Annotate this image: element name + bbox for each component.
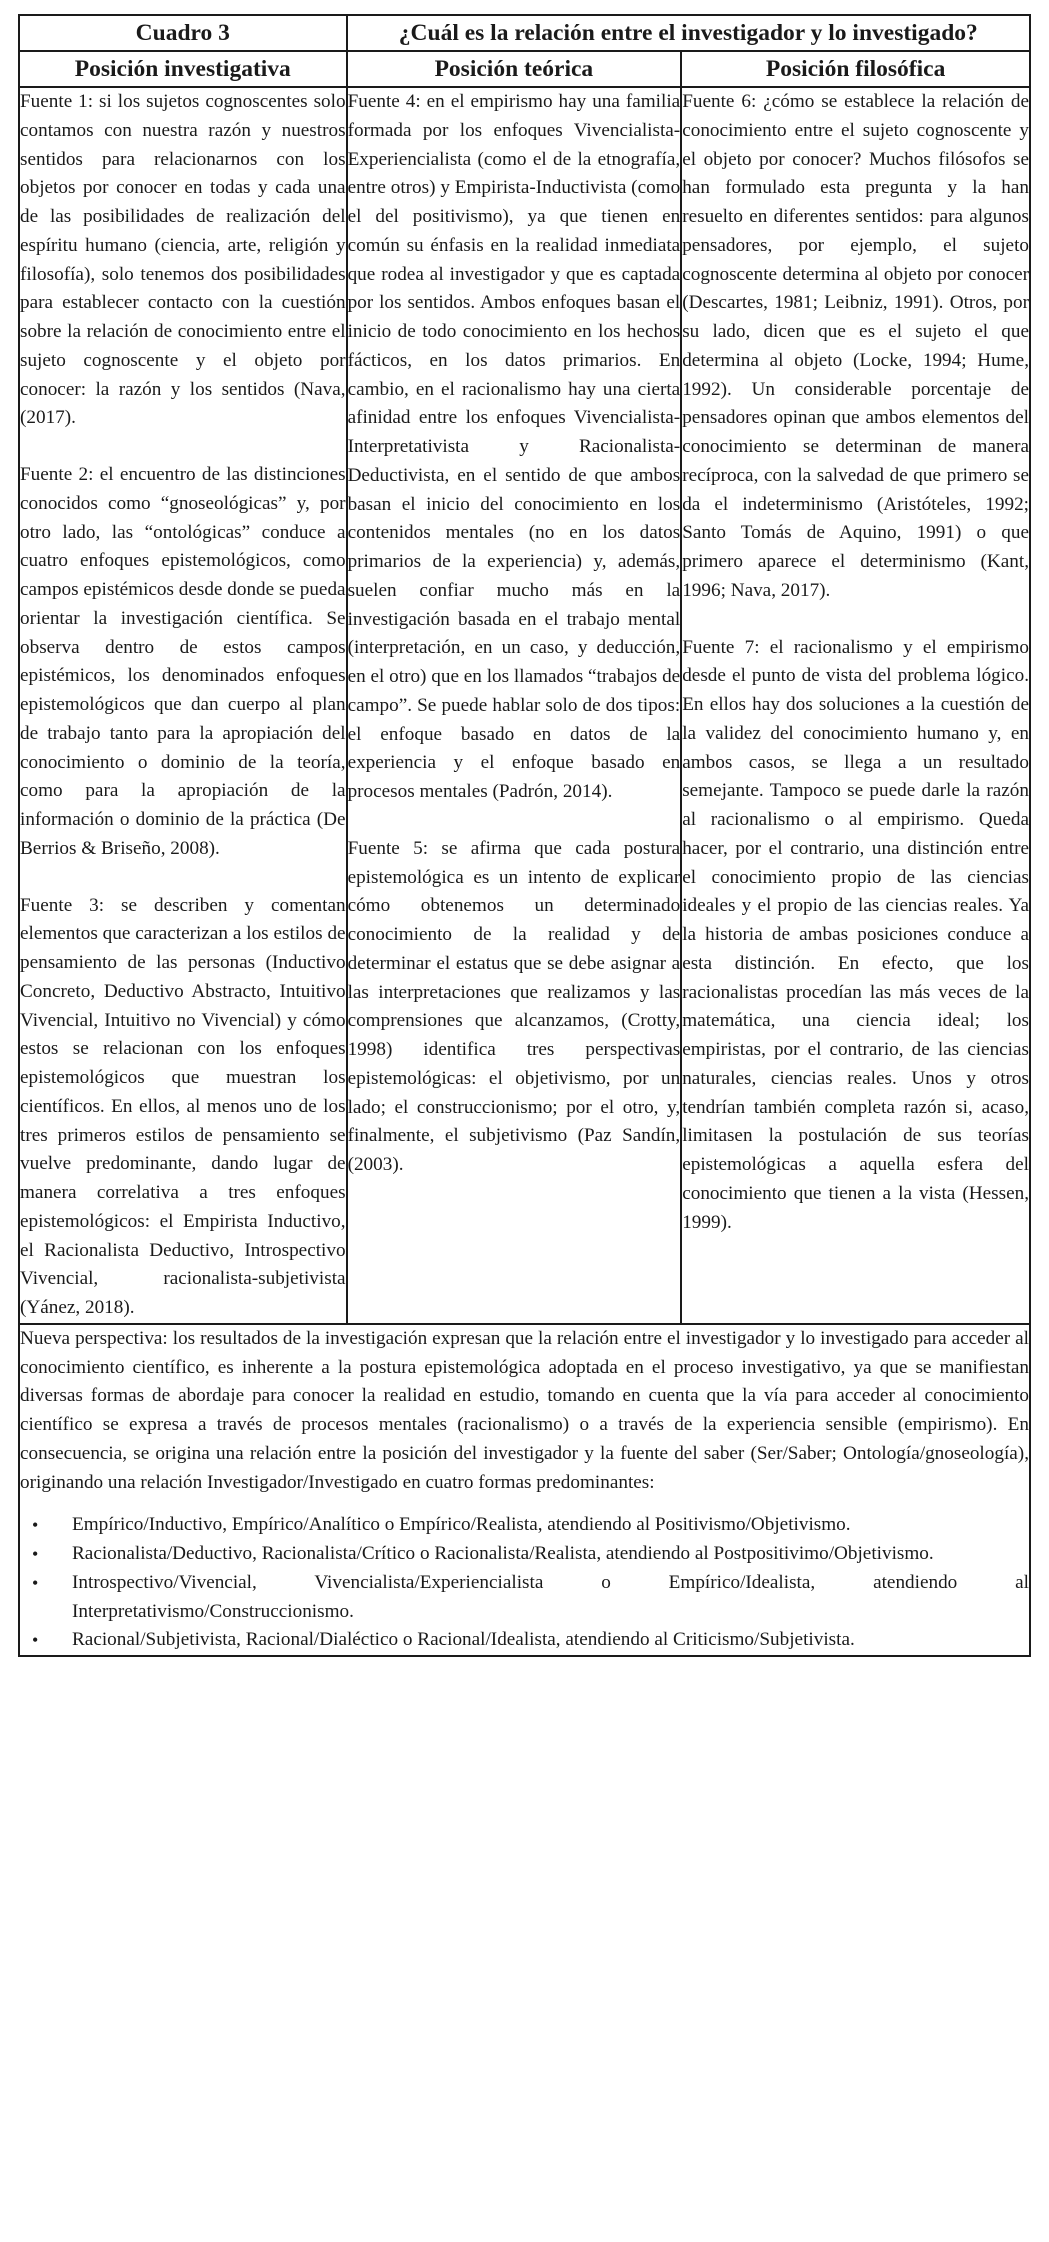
list-item [32,1569,1029,1627]
column-header-row [19,51,1030,87]
list-item [32,1511,1029,1540]
title-row [19,15,1030,51]
column-header-teorica: Posición teórica [347,51,682,87]
fuente-3: Fuente 3: se describen y comentan elementos que caracterizan a los estilos de pensamiento de las personas (Inductivo Concreto, Deductivo Abstracto, Intuitivo Vivencial, Intuitivo no Vivencial) y cómo estos se relacionan con los enfoques epistemológicos que muestran los científicos. En ellos, al menos uno de los tres primeros estilos de pensamiento se vuelve predominante, dando lugar de manera correlativa a tres enfoques epistemológicos: el Empirista Inductivo, el Racionalista Deductivo, Introspectivo Vivencial, racionalista-subjetivista (Yánez, 2018). [20,894,346,1318]
sources-row [19,87,1030,1324]
column-teorica [347,87,682,1324]
fuente-1: Fuente 1: si los sujetos cognoscentes solo contamos con nuestra razón y nuestros sentidos para relacionarnos con los objetos por conocer en todas y cada una de las posibilidades de realización del espíritu humano (ciencia, arte, religión y filosofía), solo tenemos dos posibilidades para establecer contacto con la cuestión sobre la relación de conocimiento entre el sujeto cognoscente y el objeto por conocer: la razón y los sentidos (Nava, (2017). [20,91,346,429]
list-item [32,1540,1029,1569]
list-item-text: Introspectivo/Vivencial, Vivencialista/Experiencialista o Empírico/Idealista, atendiendo al Interpretativismo/Construccionismo. [72,1571,1029,1622]
fuente-4: Fuente 4: en el empirismo hay una familia formada por los enfoques Vivencialista-Experiencialista (como el de la etnografía, entre otros) y Empirista-Inductivista (como el del positivismo), ya que tienen en común su énfasis en la realidad inmediata que rodea al investigador y que es captada por los sentidos. Ambos enfoques basan el inicio de todo conocimiento en los hechos fácticos, en los datos primarios. En cambio, en el racionalismo hay una cierta afinidad entre los enfoques Vivencialista-Interpretativista y Racionalista-Deductivista, en el sentido de que ambos basan el inicio del conocimiento en los contenidos mentales (no en los datos primarios de la experiencia) y, además, suelen confiar mucho más en la investigación basada en el trabajo mental (interpretación, en un caso, y deducción, en el otro) que en los llamados “trabajos de campo”. Se puede hablar solo de dos tipos: el enfoque basado en datos de la experiencia y el enfoque basado en procesos mentales (Padrón, 2014). [347,91,681,802]
list-item-text: Empírico/Inductivo, Empírico/Analítico o Empírico/Realista, atendiendo al Positivismo/Objetivismo. [72,1514,851,1536]
bullet-icon: • [32,1544,39,1564]
fuente-7: Fuente 7: el racionalismo y el empirismo desde el punto de vista del problema lógico. En ellos hay dos soluciones a la cuestión de la validez del conocimiento humano y, en ambos casos, se llega a un resultado semejante. Tampoco se puede darle la razón al racionalismo o al empirismo. Queda hacer, por el contrario, una distinción entre el conocimiento propio de las ciencias ideales y el propio de las ciencias reales. Ya la historia de ambas posiciones conduce a esta distinción. En efecto, que los racionalistas procedían las más veces de la matemática, una ciencia ideal; los empiristas, por el contrario, de las ciencias naturales, ciencias reales. Unos y otros tendrían también completa razón si, acaso, limitasen la postulación de sus teorías epistemológicas a aquella esfera del conocimiento que tienen a la vista (Hessen, 1999). [682,636,1029,1233]
fuente-5: Fuente 5: se afirma que cada postura epistemológica es un intento de explicar cómo obtenemos un determinado conocimiento de la realidad y de determinar el estatus que se debe asignar a las interpretaciones que realizamos y las comprensiones que alcanzamos, (Crotty, 1998) identifica tres perspectivas epistemológicas: el objetivismo, por un lado; el construccionismo; por el otro, y, finalmente, el subjetivismo (Paz Sandín, (2003). [347,837,681,1175]
list-item-text: Racionalista/Deductivo, Racionalista/Crítico o Racionalista/Realista, atendiendo al Postpositivimo/Objetivismo. [72,1543,934,1564]
fuente-6: Fuente 6: ¿cómo se establece la relación de conocimiento entre el sujeto cognoscente y el objeto por conocer? Muchos filósofos se han formulado esta pregunta y la han resuelto en diferentes sentidos: para algunos pensadores, por ejemplo, el sujeto cognoscente determina al objeto por conocer (Descartes, 1981; Leibniz, 1991). Otros, por su lado, dicen que es el sujeto el que determina al objeto (Locke, 1994; Hume, 1992). Un considerable porcentaje de pensadores opinan que ambos elementos del conocimiento se determinan de manera recíproca, con la salvedad de que primero se da el indeterminismo (Aristóteles, 1992; Santo Tomás de Aquino, 1991) o que primero aparece el determinismo (Kant, 1996; Nava, 2017). [682,91,1029,601]
cuadro-label: Cuadro 3 [19,15,347,51]
bullet-icon: • [32,1630,39,1651]
column-header-filosofica: Posición filosófica [681,51,1030,87]
fuente-2: Fuente 2: el encuentro de las distinciones conocidos como “gnoseológicas” y, por otro lado, las “ontológicas” conduce a cuatro enfoques epistemológicos, como campos epistémicos desde donde se pueda orientar la investigación científica. Se observa dentro de estos campos epistémicos, los denominados enfoques epistemológicos que dan cuerpo al plan de trabajo tanto para la apropiación del conocimiento o dominio de la teoría, como para la apropiación de la información o dominio de la práctica (De Berrios & Briseño, 2008). [20,464,346,859]
column-investigativa [19,87,347,1324]
list-item-text: Racional/Subjetivista, Racional/Dialéctico o Racional/Idealista, atendiendo al Criticismo/Subjetivista. [72,1629,855,1651]
nueva-perspectiva-cell [19,1324,1030,1656]
list-item [32,1626,1029,1655]
cuadro-table [18,14,1031,1657]
nueva-perspectiva-row [19,1324,1030,1656]
bullet-icon: • [32,1515,39,1536]
nueva-perspectiva-intro: Nueva perspectiva: los resultados de la investigación expresan que la relación entre el investigador y lo investigado para acceder al conocimiento científico, es inherente a la postura epistemológica adoptada en el proceso investigativo, ya que se manifiestan diversas formas de abordaje para conocer la realidad en estudio, tomando en cuenta que la vía para acceder al conocimiento científico se expresa a través de procesos mentales (racionalismo) o a través de la experiencia sensible (empirismo). En consecuencia, se origina una relación entre la posición del investigador y la fuente del saber (Ser/Saber; Ontología/gnoseología), originando una relación Investigador/Investigado en cuatro formas predominantes: [20,1327,1029,1493]
column-header-investigativa: Posición investigativa [19,51,347,87]
table-question: ¿Cuál es la relación entre el investigador y lo investigado? [347,15,1030,51]
bullet-icon: • [32,1572,39,1593]
column-filosofica [681,87,1030,1324]
perspectiva-list [20,1511,1029,1655]
